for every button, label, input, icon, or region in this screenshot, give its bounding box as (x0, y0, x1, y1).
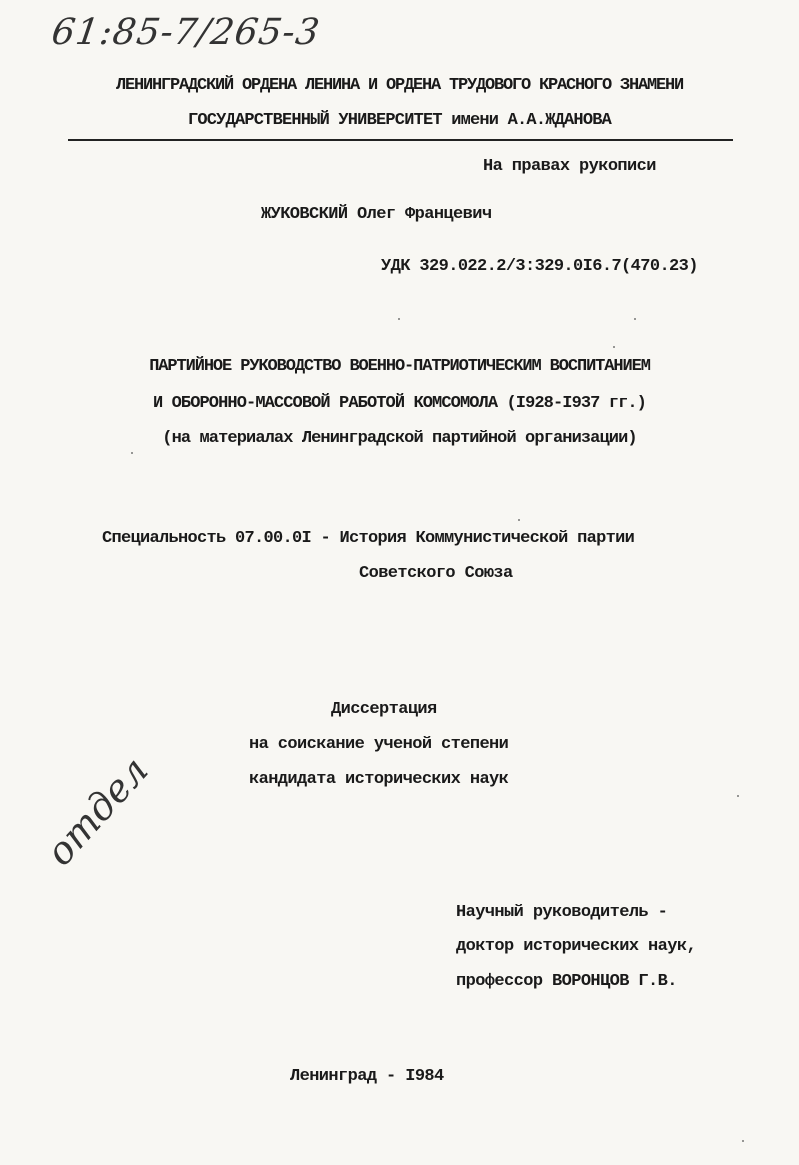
scan-speck (398, 318, 400, 320)
university-header-line-1: ЛЕНИНГРАДСКИЙ ОРДЕНА ЛЕНИНА И ОРДЕНА ТРУДОВОГО КРАСНОГО ЗНАМЕНИ (115, 76, 684, 95)
title-line-3: (на материалах Ленинградской партийной организации) (162, 429, 637, 448)
university-header-line-2: ГОСУДАРСТВЕННЫЙ УНИВЕРСИТЕТ имени А.А.ЖДАНОВА (187, 111, 612, 130)
manuscript-note: На правах рукописи (483, 157, 656, 176)
dissertation-label: Диссертация (331, 700, 437, 719)
dissertation-degree-line-2: кандидата исторических наук (249, 770, 509, 789)
supervisor-line-1: Научный руководитель - (456, 903, 668, 922)
speciality-line-1: Специальность 07.00.0I - История Коммунистической партии (102, 529, 635, 548)
title-line-2: И ОБОРОННО-МАССОВОЙ РАБОТОЙ КОМСОМОЛА (I928-I937 гг.) (153, 394, 646, 413)
scan-speck (634, 318, 636, 320)
author-name: ЖУКОВСКИЙ Олег Францевич (261, 205, 492, 224)
scan-speck (518, 519, 520, 521)
udk-code: УДК 329.022.2/3:329.0I6.7(470.23) (381, 257, 698, 276)
speciality-line-2: Советского Союза (359, 564, 513, 583)
place-and-year: Ленинград - I984 (290, 1067, 444, 1086)
handwritten-archive-number: 61:85-7/265-3 (49, 12, 323, 53)
dissertation-degree-line-1: на соискание ученой степени (249, 735, 509, 754)
scan-speck (742, 1140, 744, 1142)
handwritten-signature: отдел (37, 748, 157, 874)
scan-speck (737, 795, 739, 797)
header-divider (68, 139, 733, 141)
supervisor-line-3: профессор ВОРОНЦОВ Г.В. (456, 972, 677, 991)
scan-speck (613, 346, 615, 348)
title-line-1: ПАРТИЙНОЕ РУКОВОДСТВО ВОЕННО-ПАТРИОТИЧЕСКИМ ВОСПИТАНИЕМ (149, 357, 650, 376)
scan-speck (131, 452, 133, 454)
supervisor-line-2: доктор исторических наук, (456, 937, 697, 956)
